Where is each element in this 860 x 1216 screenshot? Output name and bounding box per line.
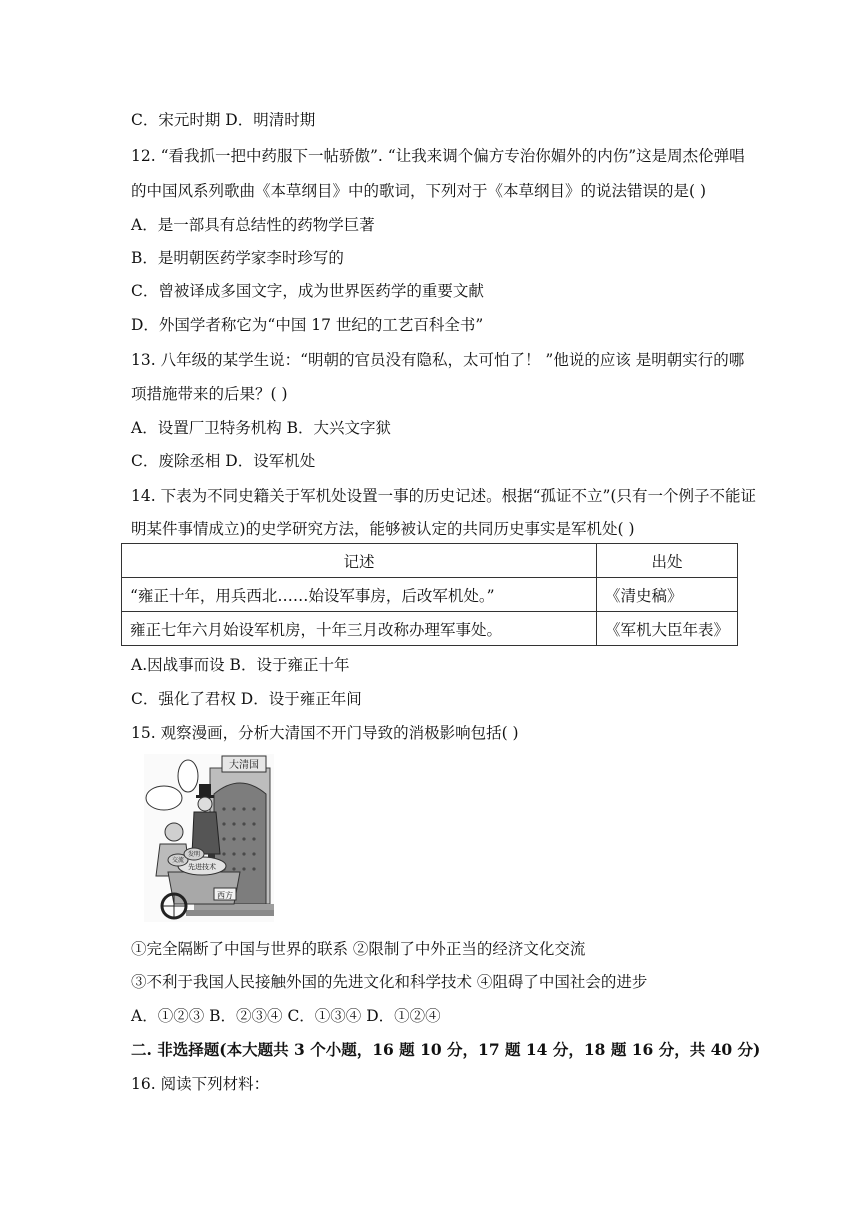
q12-stem-line1: 12. “看我抓一把中药服下一帖骄傲”. “让我来调个偏方专治你媚外的内伤”这是周杰伦弹唱 [131, 147, 745, 165]
sack-label: 先进技术 [188, 863, 216, 871]
q12-option-a: A．是一部具有总结性的药物学巨著 [131, 216, 375, 234]
table-header-row [122, 544, 738, 578]
closed-door-cartoon [144, 754, 274, 922]
q15-options-line1: ①完全隔断了中国与世界的联系 ②限制了中外正当的经济文化交流 [131, 940, 586, 958]
q14-stem-line1: 14. 下表为不同史籍关于军机处设置一事的历史记述。根据“孤证不立”(只有一个例子不能证 [131, 487, 756, 505]
gate-sign: 大清国 [229, 760, 259, 771]
q12-stem-line2: 的中国风系列歌曲《本草纲目》中的歌词，下列对于《本草纲目》的说法错误的是( ) [131, 182, 707, 200]
record-cell: 雍正七年六月始设军机房，十年三月改称办理军事处。 [122, 612, 597, 646]
records-table [121, 543, 738, 646]
cart-label: 西方 [217, 891, 233, 900]
section-heading: 二. 非选择题(本大题共 3 个小题，16 题 10 分，17 题 14 分，18 题 16 分，共 40 分) [131, 1040, 761, 1059]
bundle-label-2: 发明 [187, 851, 201, 858]
q12-option-b: B．是明朝医药学家李时珍写的 [131, 249, 344, 267]
q13-stem-line1: 13. 八年级的某学生说：“明朝的官员没有隐私，太可怕了！ ”他说的应该 是明朝实行的哪 [131, 351, 745, 369]
q13-stem-line2: 项措施带来的后果？( ) [131, 385, 288, 403]
q14-options-cd: C．强化了君权 D．设于雍正年间 [131, 690, 362, 708]
source-cell: 《清史稿》 [596, 578, 737, 612]
q12-option-d: D．外国学者称它为“中国 17 世纪的工艺百科全书” [131, 316, 484, 334]
q12-option-c: C．曾被译成多国文字，成为世界医药学的重要文献 [131, 282, 484, 300]
record-cell: “雍正十年，用兵西北……始设军事房，后改军机处。” [122, 578, 597, 612]
q14-stem-line2: 明某件事情成立)的史学研究方法，能够被认定的共同历史事实是军机处( ) [131, 520, 635, 538]
table-row [122, 612, 738, 646]
table-row [122, 578, 738, 612]
q13-options-cd: C．废除丞相 D．设军机处 [131, 452, 316, 470]
q16-stem: 16. 阅读下列材料： [131, 1075, 270, 1093]
q15-options-line2: ③不利于我国人民接触外国的先进文化和科学技术 ④阻碍了中国社会的进步 [131, 973, 648, 991]
bundle-label-1: 交流 [171, 857, 185, 864]
q11-options-cd: C．宋元时期 D．明清时期 [131, 111, 316, 129]
q15-stem: 15. 观察漫画，分析大清国不开门导致的消极影响包括( ) [131, 724, 519, 742]
header-source: 出处 [596, 544, 737, 578]
q14-options-ab: A.因战事而设 B．设于雍正十年 [131, 656, 350, 674]
source-cell: 《军机大臣年表》 [596, 612, 737, 646]
header-record: 记述 [122, 544, 597, 578]
q13-options-ab: A．设置厂卫特务机构 B．大兴文字狱 [131, 419, 392, 437]
q15-answer-choices: A．①②③ B．②③④ C．①③④ D．①②④ [131, 1007, 441, 1025]
